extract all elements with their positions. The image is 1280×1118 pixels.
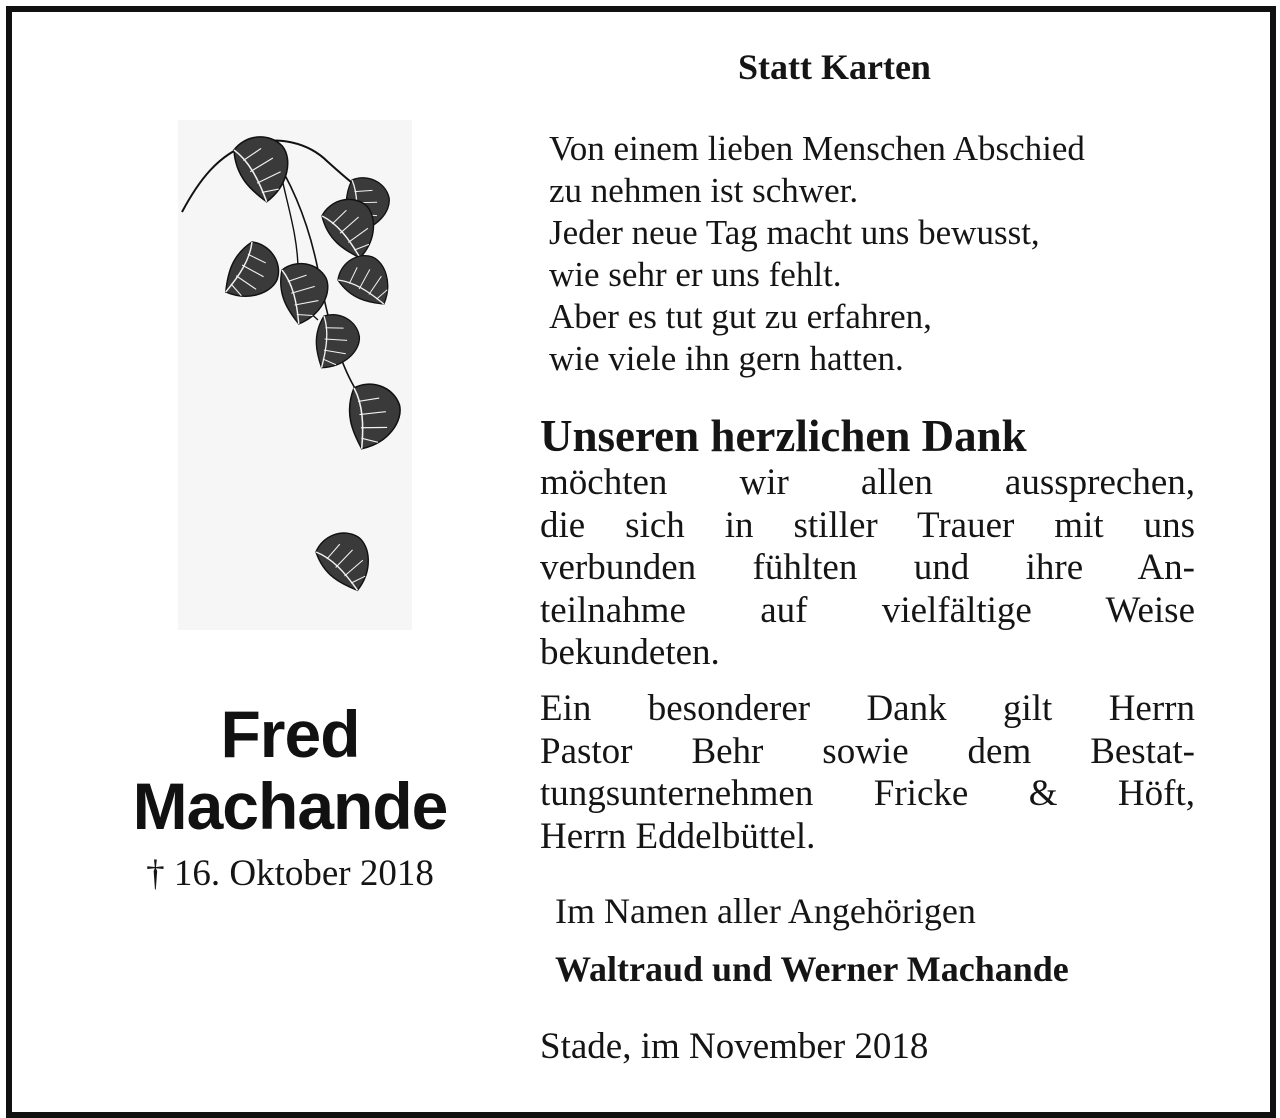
poem-line: wie sehr er uns fehlt. bbox=[549, 255, 842, 294]
thanks-line: teilnahme auf vielfältige Weise bbox=[540, 589, 1195, 631]
thanks-paragraph bbox=[540, 462, 1195, 675]
poem-line: Jeder neue Tag macht uns bewusst, bbox=[549, 213, 1040, 252]
thanks-line: verbunden fühlten und ihre An- bbox=[540, 547, 1195, 588]
birch-branch-illustration bbox=[178, 120, 412, 630]
thanks-line: möchten wir allen aussprechen, bbox=[540, 462, 1195, 503]
special-line: tungsunternehmen Fricke & Höft, bbox=[540, 773, 1195, 814]
deceased-name bbox=[98, 698, 482, 842]
place-date: Stade, im November 2018 bbox=[540, 1026, 929, 1067]
closing-line: Im Namen aller Angehörigen bbox=[555, 891, 976, 931]
thanks-line: bekundeten. bbox=[540, 632, 720, 673]
poem-line: wie viele ihn gern hatten. bbox=[549, 339, 904, 378]
poem-line: Von einem lieben Menschen Abschied bbox=[549, 129, 1085, 168]
death-date: † 16. Oktober 2018 bbox=[146, 853, 434, 894]
thanks-line: die sich in stiller Trauer mit uns bbox=[540, 504, 1195, 546]
last-name: Machande bbox=[132, 769, 448, 843]
special-thanks-paragraph bbox=[540, 688, 1195, 858]
poem-line: zu nehmen ist schwer. bbox=[549, 171, 859, 210]
special-line: Pastor Behr sowie dem Bestat- bbox=[540, 730, 1195, 772]
notice-header: Statt Karten bbox=[738, 47, 931, 87]
poem-line: Aber es tut gut zu erfahren, bbox=[549, 297, 932, 336]
thanks-title: Unseren herzlichen Dank bbox=[540, 411, 1027, 461]
poem bbox=[549, 128, 1085, 380]
signers: Waltraud und Werner Machande bbox=[555, 949, 1069, 989]
special-line: Ein besonderer Dank gilt Herrn bbox=[540, 688, 1195, 729]
special-line: Herrn Eddelbüttel. bbox=[540, 815, 816, 857]
first-name: Fred bbox=[220, 697, 360, 771]
